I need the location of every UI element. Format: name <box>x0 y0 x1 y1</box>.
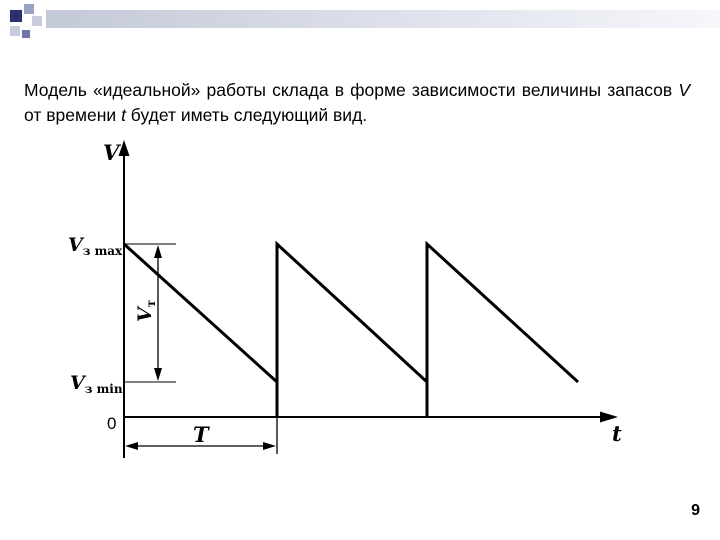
variable-t: t <box>121 105 126 125</box>
vmax-label-main: V <box>68 234 83 256</box>
vmax-label-sub: з max <box>82 244 123 258</box>
paragraph-text: Модель «идеальной» работы склада в форме зависимости величины запасов <box>24 80 679 100</box>
vt-label-sub: т <box>144 299 158 308</box>
x-axis-label: t <box>612 421 622 446</box>
y-axis-arrow <box>119 140 130 156</box>
zero-label: 0 <box>107 414 117 433</box>
paragraph-text: от времени <box>24 105 122 125</box>
vt-label-main: V <box>134 307 156 322</box>
vt-arrow-down <box>154 368 162 381</box>
vmin-label <box>70 372 123 396</box>
period-arrow-left <box>125 442 138 450</box>
y-axis-label: V <box>103 140 120 165</box>
period-arrow-right <box>263 442 276 450</box>
period-label: T <box>193 422 209 447</box>
variable-v: V <box>678 80 690 100</box>
vmin-label-main: V <box>70 372 85 394</box>
vmin-label-sub: з min <box>84 382 123 396</box>
vt-arrow-up <box>154 245 162 258</box>
paragraph-text: будет иметь следующий вид. <box>125 105 368 125</box>
vmax-label <box>68 234 123 258</box>
inventory-sawtooth-line <box>124 244 578 382</box>
page-number: 9 <box>691 502 700 519</box>
vt-label <box>134 300 158 322</box>
